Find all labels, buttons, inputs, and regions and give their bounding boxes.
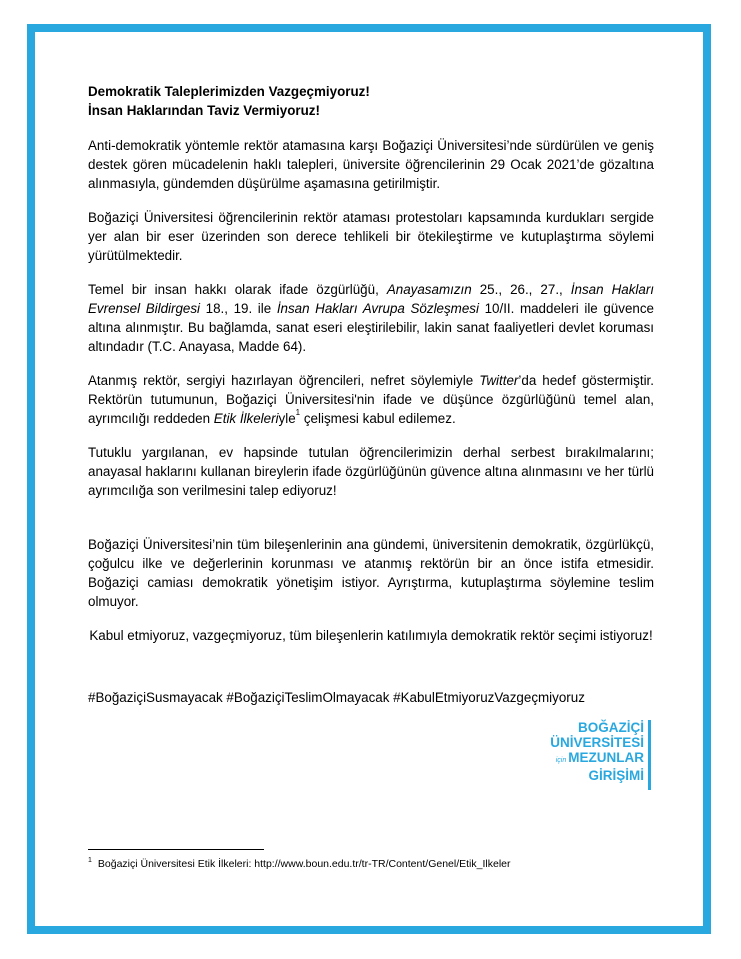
p4-text-f: çelişmesi kabul edilemez.: [300, 411, 456, 426]
paragraph-7: Kabul etmiyoruz, vazgeçmiyoruz, tüm bileşenlerin katılımıyla demokratik rektör seçimi istiyoruz!: [89, 628, 653, 643]
paragraph-5: Tutuklu yargılanan, ev hapsinde tutulan öğrencilerimizin derhal serbest bırakılmalarını; anayasal haklarını kullanan bireylerin ifade özgürlüğünün güvence altına alınmasını ve her türlü ayrımcılığa son verilmesini talep ediyoruz!: [88, 445, 654, 498]
p4-text-a: Atanmış rektör, sergiyi hazırlayan öğrencileri, nefret söylemiyle: [88, 373, 480, 388]
paragraph-6: Boğaziçi Üniversitesi’nin tüm bileşenlerinin ana gündemi, üniversitenin demokratik, özgürlükçü, çoğulcu ilke ve değerlerinin korunması ve atanmış rektörün bir an önce istifa etmesidir. Boğaziçi camiası demokratik yönetişim istiyor. Ayrıştırma, kutuplaştırma söylemine teslim olmuyor.: [88, 537, 654, 609]
logo-line-3: MEZUNLAR: [568, 750, 644, 765]
paragraph-3: [88, 280, 654, 356]
p4-ethics: Etik İlkeleri: [213, 411, 279, 426]
footnote-divider: [88, 849, 264, 850]
footnote: [88, 857, 668, 871]
p4-twitter: Twitter: [479, 373, 519, 388]
logo-mini: için: [555, 757, 567, 764]
p3-convention: İnsan Hakları Avrupa Sözleşmesi: [276, 301, 479, 316]
footnote-ref[interactable]: 1: [295, 408, 301, 417]
title-line-1: Demokratik Taleplerimizden Vazgeçmiyoruz!: [88, 84, 370, 99]
title-line-2: İnsan Haklarından Taviz Vermiyoruz!: [88, 103, 320, 118]
logo-line-4: GİRİŞİMİ: [588, 768, 644, 783]
p4-text-e: yle: [278, 411, 296, 426]
p3-anayasa: Anayasamızın: [386, 282, 472, 297]
p4-text-c: ’da hedef göstermiştir. Rektörün tutumunun, Boğaziçi Üniversitesi'nin ifade ve düşünce özgürlüğünü temel alan, ayrımcılığı reddeden: [88, 373, 654, 426]
logo-line-1: BOĞAZİÇİ: [578, 720, 644, 735]
p3-text-g: 10/II. maddeleri ile güvence altına alınmıştır. Bu bağlamda, sanat eseri eleştirilebilir, lakin sanat faaliyetleri devlet koruması altındadır (T.C. Anayasa, Madde 64).: [88, 301, 654, 354]
footnote-text: Boğaziçi Üniversitesi Etik İlkeleri: http://www.boun.edu.tr/tr-TR/Content/Genel/Etik_Ilkeler: [97, 858, 511, 870]
paragraph-2: Boğaziçi Üniversitesi öğrencilerinin rektör ataması protestoları kapsamında kurdukları sergide yer alan bir eser üzerinden son derece tehlikeli bir ötekileştirme ve kutuplaştırma söylemi yürütülmektedir.: [88, 210, 654, 263]
footnote-number: 1: [88, 857, 92, 864]
alumni-initiative-logo: [539, 720, 651, 790]
logo-line-2: ÜNİVERSİTESİ: [550, 735, 644, 750]
p3-text-e: 18., 19. ile: [200, 301, 277, 316]
hashtags: #BoğaziçiSusmayacak #BoğaziçiTeslimOlmayacak #KabulEtmiyoruzVazgeçmiyoruz: [88, 690, 585, 705]
document-body: [88, 82, 654, 707]
p3-text-a: Temel bir insan hakkı olarak ifade özgürlüğü,: [88, 282, 387, 297]
p3-text-c: 25., 26., 27.,: [471, 282, 571, 297]
paragraph-1: Anti-demokratik yöntemle rektör atamasına karşı Boğaziçi Üniversitesi’nde sürdürülen ve geniş destek gören mücadelenin haklı talepleri, üniversite öğrencilerinin 29 Ocak 2021’de gözaltına alınmasıyla, gündemden düşürülme aşamasına getirilmiştir.: [88, 138, 654, 191]
p3-declaration: İnsan Hakları Evrensel Bildirgesi: [88, 282, 654, 316]
paragraph-4: [88, 371, 654, 428]
document-title: [88, 82, 654, 120]
